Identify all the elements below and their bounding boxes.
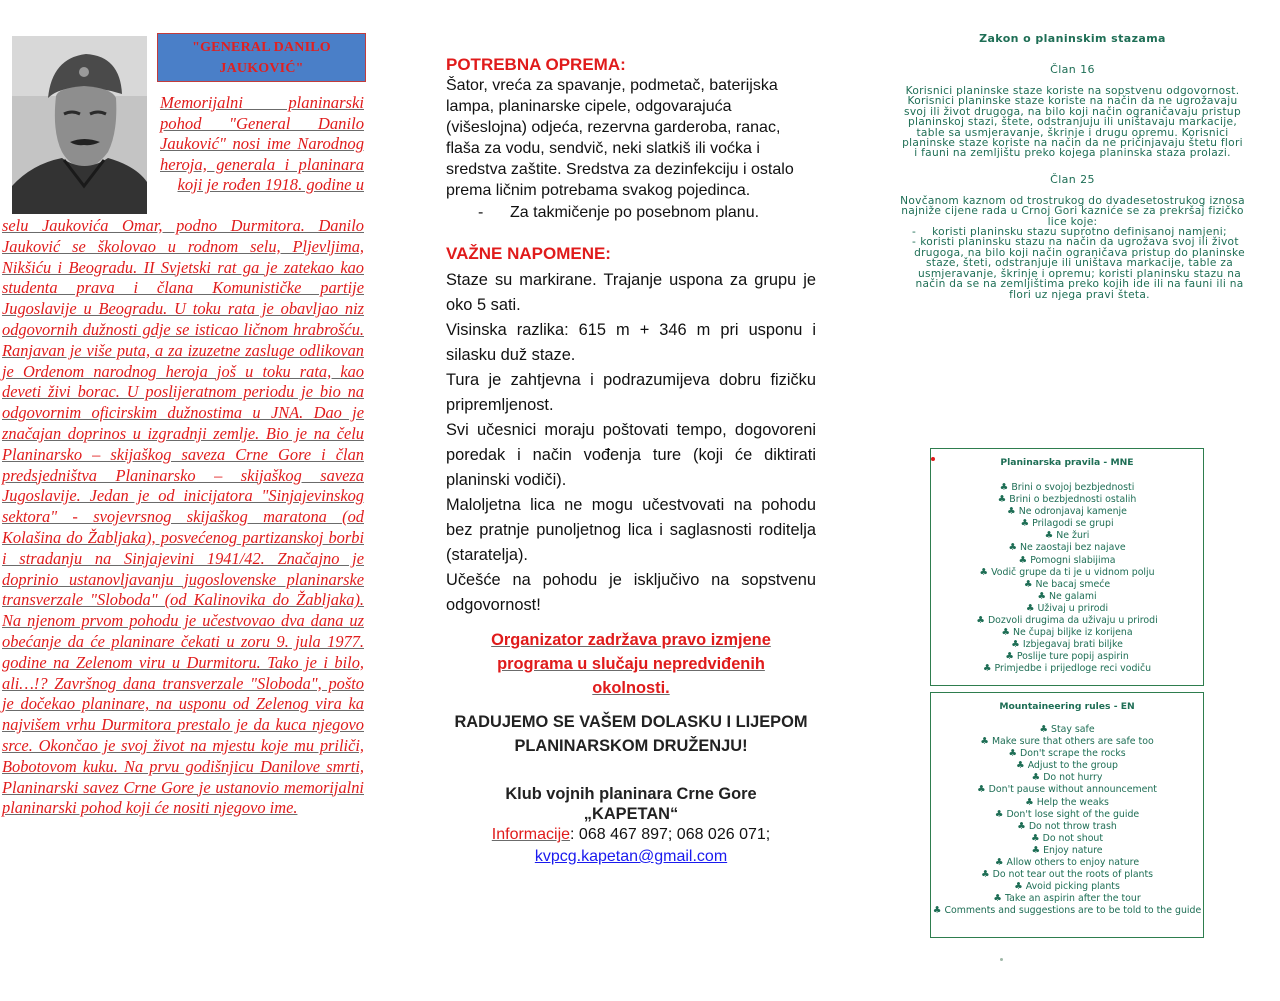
rule-text: Poslije ture popij aspirin	[1016, 651, 1129, 663]
email-line	[446, 846, 816, 868]
rule-text: Ne odronjavaj kamenje	[1018, 506, 1127, 518]
rule-item	[931, 542, 1203, 554]
rule-item	[931, 893, 1203, 905]
rule-text: Ne galami	[1049, 590, 1097, 602]
club-suit-icon: ♣	[997, 494, 1010, 506]
article-25-heading: Član 25	[1050, 172, 1095, 186]
rule-text: Ne zaostaji bez najave	[1020, 542, 1126, 554]
rule-text: Adjust to the group	[1027, 760, 1118, 772]
rule-item	[931, 639, 1203, 651]
club-suit-icon: ♣	[1031, 772, 1044, 784]
rule-item	[931, 506, 1203, 518]
rule-text: Izbjegavaj brati biljke	[1022, 639, 1123, 651]
dash-icon: -	[912, 226, 917, 239]
club-suit-icon: ♣	[1020, 518, 1033, 530]
red-dot-icon	[931, 457, 935, 461]
article-25-item-text: koristi planinsku stazu suprotno definisanoj namjeni;	[932, 226, 1227, 239]
article-16-heading: Član 16	[1050, 63, 1095, 76]
law-column	[900, 32, 1245, 300]
club-suit-icon: ♣	[1016, 760, 1028, 772]
club-suit-icon: ♣	[993, 893, 1005, 905]
rule-text: Ne čupaj biljke iz korijena	[1013, 627, 1133, 639]
equipment-text: Šator, vreća za spavanje, podmetač, baterijska lampa, planinarske cipele, odgovarajuća (višeslojna) odjeća, rezervna garderoba, ranac, flaša za vodu, sendvič, neki slatkiš ili voćka i sredstva zaštite. Sredstva za dezinfekciju i ostalo prema ličnim potrebama svakog pojedinca.	[446, 77, 794, 199]
email-link[interactable]: kvpcg.kapetan@gmail.com	[534, 848, 728, 865]
club-suit-icon: ♣	[1025, 602, 1038, 614]
rule-text: Allow others to enjoy nature	[1006, 857, 1140, 869]
club-suit-icon: ♣	[1030, 832, 1043, 844]
rule-text: Do not throw trash	[1028, 820, 1117, 832]
rule-item	[931, 603, 1203, 615]
note-item: Tura je zahtjevna i podrazumijeva dobru fizičku pripremljenost.	[446, 371, 816, 414]
rule-text: Don't pause without announcement	[988, 784, 1157, 796]
club-suit-icon: ♣	[982, 663, 995, 675]
page-title: "GENERAL DANILO JAUKOVIĆ"	[192, 39, 331, 76]
rule-text: Don't scrape the rocks	[1019, 748, 1126, 760]
welcome-message: RADUJEMO SE VAŠEM DOLASKU I LIJEPOM PLANINARSKOM DRUŽENJU!	[454, 713, 808, 755]
rule-item	[931, 615, 1203, 627]
rule-text: Pomogni slabijima	[1030, 554, 1116, 566]
rule-text: Make sure that others are safe too	[991, 736, 1154, 748]
club-suit-icon: ♣	[1014, 881, 1026, 893]
club-suit-icon: ♣	[999, 482, 1012, 493]
dash-icon: -	[912, 236, 917, 249]
equipment-item: - Za takmičenje po posebnom planu.	[478, 204, 760, 221]
phone-numbers: : 068 467 897; 068 026 071;	[570, 826, 771, 843]
club-suit-icon: ♣	[980, 869, 993, 881]
rule-item	[931, 857, 1203, 869]
rule-item	[931, 530, 1203, 542]
club-suit-icon: ♣	[1039, 724, 1052, 735]
rule-text: Dozvoli drugima da uživaju u prirodi	[987, 615, 1158, 627]
rule-item	[931, 905, 1203, 917]
rule-item	[931, 651, 1203, 663]
contact-line	[446, 824, 816, 846]
club-suit-icon: ♣	[1001, 627, 1014, 639]
rule-item	[931, 760, 1203, 772]
rules-mne-list	[931, 482, 1203, 676]
portrait-image	[12, 36, 147, 214]
rule-item	[931, 494, 1203, 506]
club-suit-icon: ♣	[1011, 639, 1023, 651]
rule-item	[931, 627, 1203, 639]
rule-text: Brini o svojoj bezbjednosti	[1011, 482, 1135, 493]
notes-list	[446, 268, 816, 618]
rule-text: Do not tear out the roots of plants	[992, 869, 1154, 881]
rule-item	[931, 518, 1203, 530]
rules-mne-title: Planinarska pravila - MNE	[1000, 457, 1134, 468]
club-suit-icon: ♣	[1007, 506, 1019, 518]
equipment-heading: POTREBNA OPREMA:	[446, 55, 626, 74]
biography-text: selu Jaukovića Omar, podno Durmitora. Danilo Jauković se školovao u rodnom selu, Pljevljima, Nikšiću i Beogradu. II Svjetski rat ga je zatekao kao studenta prava i člana Komunističke partije Jugoslavije u Beogradu. U toku rata je obavljao niz odgovornih dužnosti gdje se isticao ličnom hrabrošću. Ranjavan je više puta, a za izuzetne zasluge odlikovan je Ordenom narodnog heroja još u toku rata, kao deveti živi borac. U poslijeratnom periodu je bio na odgovornim oficirskim dužnostima u JNA. Dao je značajan doprinos u izgradnji zemlje. Bio je na čelu Planinarsko – skijaškog saveza Crne Gore i član predsjedništva Planinarsko – skijaškog saveza Jugoslavije. Jedan je od inicijatora "Sinjajevinskog sektora" - svojevrsnog skijaškog maratona (od Kolašina do Žabljaka), posvećenog partizanskoj borbi i stradanju na Sinjajevini 1941/42. Značajno je doprinio ustanovljavanju jugoslovenske planinarske transverzale "Sloboda" (od Kalinovika do Žabljaka). Na njenom prvom pohodu je učestvovao dva dana uz obećanje da će planinare čekati u zoru 9. jula 1977. godine na Zelenom viru u Durmitoru. Tako je i bilo, ali…!? Završnog dana transverzale "Sloboda", pošto je dočekao planinare, na usponu od Zelenog vira ka najvišem vrhu Durmitora prestalo je da kuca njegovo srce. Okončao je svoj život na mjestu koje mu priliči, Bobotovom kuku. Na prvu godišnjicu Danilove smrti, Planinarski savez Crne Gore je ustanovio memorijalni planinarski pohod koji će nositi njegovo ime.	[2, 216, 364, 818]
info-label: Informacije	[491, 826, 571, 843]
rule-item	[931, 663, 1203, 675]
rule-text: Take an aspirin after the tour	[1004, 893, 1141, 905]
rule-text: Do not shout	[1042, 832, 1104, 844]
club-name: Klub vojnih planinara Crne Gore	[505, 785, 757, 803]
club-suit-icon: ♣	[979, 566, 992, 578]
club-suit-icon: ♣	[980, 736, 992, 748]
rule-text: Vodič grupe da ti je u vidnom polju	[991, 566, 1155, 578]
article-25-item-text: koristi planinsku stazu na način da ugrožava svoj ili život drugoga, na bilo koji način ograničava pristup do planinske staze, šteti, odstranjuje ili uništava markacije, table za usmjeravanje, škrinje i opremu; koristi planinsku stazu na način da se na zemljištima preko kojih ide ili na fauni ili na flori uz njega pravi šteta.	[914, 236, 1245, 301]
club-suit-icon: ♣	[976, 615, 988, 627]
title-box	[157, 33, 366, 82]
club-suit-icon: ♣	[994, 857, 1007, 869]
rule-item	[931, 881, 1203, 893]
rule-item	[931, 724, 1203, 736]
rule-item	[931, 809, 1203, 821]
rule-text: Do not hurry	[1043, 772, 1103, 784]
rule-text: Help the weaks	[1036, 796, 1109, 808]
club-suit-icon: ♣	[977, 784, 989, 796]
rule-item	[931, 772, 1203, 784]
note-item: Staze su markirane. Trajanje uspona za grupu je oko 5 sati.	[446, 271, 816, 314]
rule-item	[931, 748, 1203, 760]
club-suit-icon: ♣	[1008, 748, 1020, 760]
rule-text: Ne žuri	[1056, 530, 1090, 542]
rule-item	[931, 482, 1203, 494]
rule-text: Prilagodi se grupi	[1032, 518, 1114, 530]
club-suit-icon: ♣	[1018, 554, 1031, 566]
note-item: Svi učesnici moraju poštovati tempo, dogovoreni poredak i način vođenja ture (koji će diktirati planinski vodiči).	[446, 421, 816, 489]
rule-item	[931, 555, 1203, 567]
page-dot	[1000, 958, 1003, 961]
biography-intro: Memorijalni planinarski pohod "General Danilo Jauković" nosi ime Narodnog heroja, generala i planinara koji je rođen 1918. godine u	[160, 93, 364, 195]
club-suit-icon: ♣	[1023, 578, 1036, 590]
rule-item	[931, 869, 1203, 881]
club-suit-icon: ♣	[1044, 530, 1057, 542]
note-item: Učešće na pohodu je isključivo na sopstvenu odgovornost!	[446, 571, 816, 614]
biography-column	[0, 30, 366, 990]
rules-box-en	[930, 692, 1204, 938]
info-column	[446, 55, 816, 868]
rule-text: Stay safe	[1051, 724, 1095, 735]
rule-text: Comments and suggestions are to be told to the guide	[944, 905, 1202, 917]
rules-box-mne	[930, 448, 1204, 686]
club-suit-icon: ♣	[1037, 590, 1050, 602]
club-suit-icon: ♣	[932, 905, 945, 917]
law-heading: Zakon o planinskim stazama	[979, 32, 1166, 45]
rules-en-list	[931, 724, 1203, 918]
rule-text: Uživaj u prirodi	[1037, 602, 1109, 614]
rule-text: Avoid picking plants	[1025, 881, 1120, 893]
note-item: Visinska razlika: 615 m + 346 m pri usponu i silasku duž staze.	[446, 321, 816, 364]
rule-item	[931, 579, 1203, 591]
note-item: Maloljetna lica ne mogu učestvovati na pohodu bez pratnje punoljetnog lica i saglasnosti roditelja (staratelja).	[446, 496, 816, 564]
article-25-item	[900, 237, 1245, 299]
rule-item	[931, 591, 1203, 603]
article-16-text: Korisnici planinske staze koriste na sopstvenu odgovornost. Korisnici planinske staze koriste na način da ne ugrožavaju svoj ili život drugoga, na bilo koji način ograničavaju pristup planinskoj stazi, štete, odstranjuju ili uništavaju markacije, table sa usmjeravanje, škrinje i drugu opremu. Korisnici planinske staze koriste na način da ne pričinjavaju štetu flori i fauni na zemljištu preko kojega planinska staza prolazi.	[902, 85, 1243, 160]
rule-text: Don't lose sight of the guide	[1006, 808, 1140, 820]
rule-text: Brini o bezbjednosti ostalih	[1009, 494, 1137, 506]
rule-item	[931, 833, 1203, 845]
club-suit-icon: ♣	[1017, 820, 1029, 832]
club-suit-icon: ♣	[994, 808, 1007, 820]
portrait-photo	[12, 36, 147, 214]
article-25-intro: Novčanom kaznom od trostrukog do dvadesetostrukog iznosa najniže cijene rada u Crnoj Gori kazniće se za prekršaj fizičko lice koje:	[900, 194, 1245, 228]
rule-item	[931, 797, 1203, 809]
rules-en-title: Mountaineering rules - EN	[999, 701, 1135, 712]
organizer-note: Organizator zadržava pravo izmjene programa u slučaju nepredviđenih okolnosti.	[491, 631, 771, 697]
rule-text: Ne bacaj smeće	[1035, 578, 1111, 590]
club-short-name: „KAPETAN“	[583, 805, 679, 823]
rule-item	[931, 736, 1203, 748]
club-suit-icon: ♣	[1008, 542, 1020, 554]
rule-item	[931, 784, 1203, 796]
notes-heading: VAŽNE NAPOMENE:	[446, 244, 611, 263]
rule-text: Primjedbe i prijedloge reci vodiču	[994, 663, 1152, 675]
club-suit-icon: ♣	[1031, 844, 1044, 856]
rule-text: Enjoy nature	[1043, 844, 1103, 856]
club-suit-icon: ♣	[1005, 651, 1017, 663]
club-suit-icon: ♣	[1025, 796, 1037, 808]
rule-item	[931, 821, 1203, 833]
rule-item	[931, 567, 1203, 579]
rule-item	[931, 845, 1203, 857]
